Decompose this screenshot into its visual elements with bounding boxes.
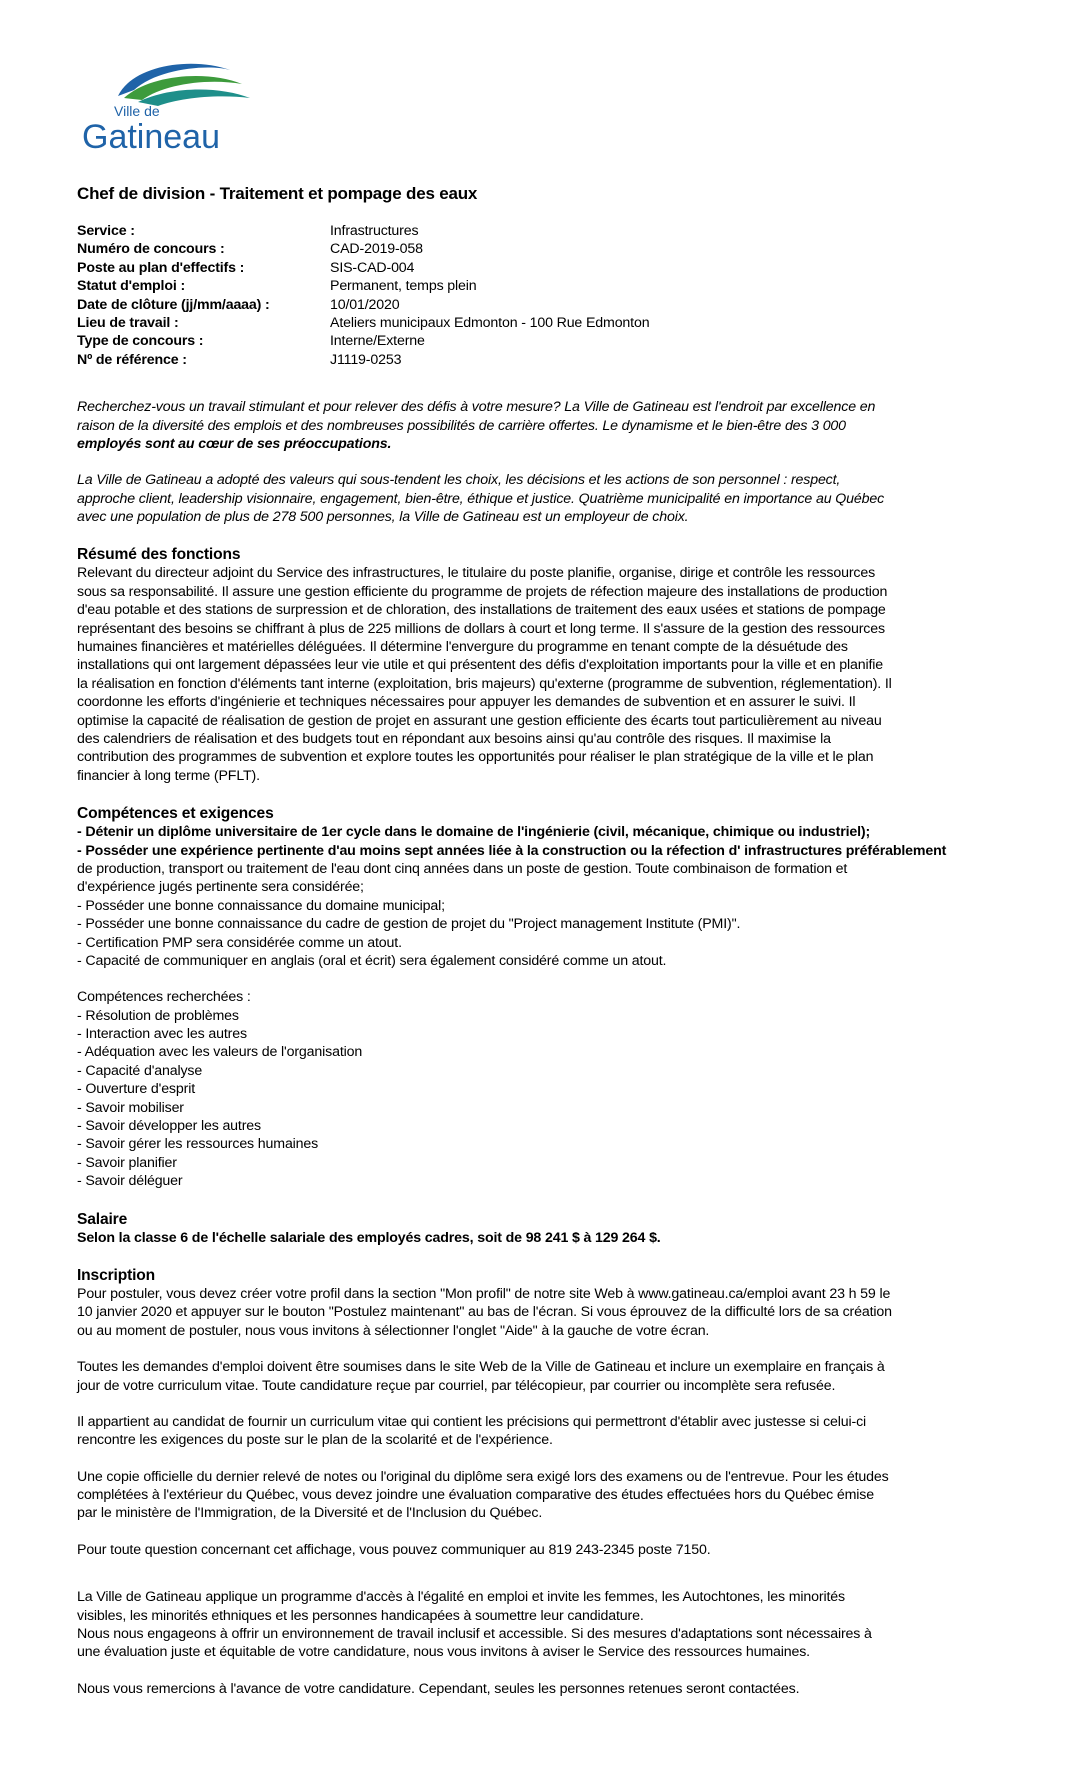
job-posting [77, 184, 1027, 1698]
text-line: de production, transport ou traitement de l'eau dont cinq années dans un poste de gestion. Toute combinaison de formation et [77, 860, 848, 877]
text-line: optimise la capacité de réalisation de gestion de projet en assurant une gestion efficiente des écarts tout particulièrement au niveau [77, 712, 882, 729]
field-label: Nº de référence : [77, 351, 187, 368]
field-label: Statut d'emploi : [77, 278, 186, 295]
text-line: avec une population de plus de 278 500 personnes, la Ville de Gatineau est un employeur de choix. [77, 509, 689, 526]
text-line: La Ville de Gatineau a adopté des valeurs qui sous-tendent les choix, les décisions et les actions de son personnel : respect, [77, 472, 841, 489]
text-line: raison de la diversité des emplois et des nombreuses possibilités de carrière offertes. Le dynamisme et le bien-être des 3 000 [77, 417, 846, 434]
inscription-paragraph-5 [77, 1541, 1027, 1559]
field-label: Date de clôture (jj/mm/aaaa) : [77, 296, 270, 313]
section-heading-competences: Compétences et exigences [77, 805, 274, 823]
text-line: La Ville de Gatineau applique un programme d'accès à l'égalité en emploi et invite les femmes, les Autochtones, les minorités [77, 1589, 845, 1606]
section-heading-inscription: Inscription [77, 1266, 156, 1284]
text-line: - Capacité de communiquer en anglais (oral et écrit) sera également considéré comme un atout. [77, 952, 667, 969]
text-line: la réalisation en fonction d'éléments tant interne (exploitation, bris majeurs) qu'externe (programme de subvention, réglementation). Il [77, 675, 892, 692]
text-line: employés sont au cœur de ses préoccupations. [77, 435, 392, 452]
text-line: représentant des besoins se chiffrant à plus de 225 millions de dollars à court et long terme. Il s'assure de la gestion des ressources [77, 620, 885, 637]
field-value: Ateliers municipaux Edmonton - 100 Rue Edmonton [330, 314, 650, 331]
logo-text-large: Gatineau [82, 118, 220, 156]
list-item: - Interaction avec les autres [77, 1026, 247, 1043]
intro-paragraph-1 [77, 398, 1027, 453]
text-line: Nous vous remercions à l'avance de votre candidature. Cependant, seules les personnes retenues seront contactées. [77, 1680, 800, 1697]
section-heading-resume: Résumé des fonctions [77, 546, 241, 564]
section-heading-salaire: Salaire [77, 1210, 128, 1228]
text-line: rencontre les exigences du poste sur le plan de la scolarité et de l'expérience. [77, 1432, 553, 1449]
competences-body [77, 823, 1027, 970]
field-row [77, 332, 1027, 350]
field-value: Interne/Externe [330, 333, 425, 350]
field-row [77, 259, 1027, 277]
text-line: jour de votre curriculum vitae. Toute candidature reçue par courriel, par télécopieur, par courrier ou incomplète sera refusée. [77, 1377, 836, 1394]
text-line: Nous nous engageons à offrir un environnement de travail inclusif et accessible. Si des mesures d'adaptations sont nécessaires à [77, 1626, 872, 1643]
list-item: - Savoir déléguer [77, 1173, 183, 1190]
text-line: sous sa responsabilité. Il assure une gestion efficiente du programme de projets de réfection majeure des installations de production [77, 583, 888, 600]
intro-paragraph-2 [77, 471, 1027, 526]
field-label: Type de concours : [77, 333, 204, 350]
text-line: - Posséder une expérience pertinente d'au moins sept années liée à la construction ou la réfection d' infrastructures préférablement [77, 842, 947, 859]
field-row [77, 277, 1027, 295]
logo-text-small: Ville de [114, 103, 160, 119]
text-line: coordonne les efforts d'ingénierie et techniques nécessaires pour appuyer les demandes de subvention et en assurer le suivi. Il [77, 694, 856, 711]
field-value: J1119-0253 [330, 351, 402, 368]
field-row [77, 296, 1027, 314]
ville-de-gatineau-logo [80, 58, 280, 170]
text-line: Recherchez-vous un travail stimulant et pour relever des défis à votre mesure? La Ville de Gatineau est l'endroit par excellence en [77, 399, 876, 416]
field-label: Lieu de travail : [77, 314, 179, 331]
text-line: 10 janvier 2020 et appuyer sur le bouton "Postulez maintenant" au bas de l'écran. Si vous éprouvez de la difficulté lors de sa création [77, 1304, 892, 1321]
salary-text: Selon la classe 6 de l'échelle salariale des employés cadres, soit de 98 241 $ à 129 264 $. [77, 1229, 661, 1246]
text-line: d'expérience jugés pertinente sera considérée; [77, 879, 364, 896]
list-item: - Adéquation avec les valeurs de l'organisation [77, 1044, 363, 1061]
field-row [77, 351, 1027, 369]
text-line: - Posséder une bonne connaissance du domaine municipal; [77, 897, 445, 914]
inscription-paragraph-4 [77, 1468, 1027, 1523]
text-line: - Détenir un diplôme universitaire de 1er cycle dans le domaine de l'ingénierie (civil, mécanique, chimique ou industriel); [77, 824, 871, 841]
field-value: Infrastructures [330, 223, 419, 239]
text-line: d'eau potable et des stations de surpression et de chloration, des installations de traitement des eaux usées et stations de pompage [77, 602, 886, 619]
text-line: - Certification PMP sera considérée comme un atout. [77, 934, 402, 951]
inscription-paragraph-1 [77, 1285, 1027, 1340]
competences-recherchees [77, 988, 1027, 1190]
salaire-body [77, 1229, 1027, 1247]
inscription-paragraph-2 [77, 1358, 1027, 1395]
text-line: ou au moment de postuler, nous vous invitons à sélectionner l'onglet "Aide" à la gauche de votre écran. [77, 1322, 710, 1339]
list-item: - Savoir planifier [77, 1154, 177, 1171]
text-line: Toutes les demandes d'emploi doivent être soumises dans le site Web de la Ville de Gatineau et inclure un exemplaire en français à [77, 1359, 885, 1376]
text-line: installations qui ont largement dépassées leur vie utile et qui présentent des défis d'exploitation importants pour la ville et en planifie [77, 657, 884, 674]
field-label: Poste au plan d'effectifs : [77, 259, 245, 276]
list-item: - Ouverture d'esprit [77, 1081, 195, 1098]
job-title: Chef de division - Traitement et pompage des eaux [77, 184, 478, 203]
list-item: - Savoir mobiliser [77, 1099, 184, 1116]
field-value: SIS-CAD-004 [330, 259, 415, 276]
list-item: - Savoir gérer les ressources humaines [77, 1136, 319, 1153]
text-line: Relevant du directeur adjoint du Service des infrastructures, le titulaire du poste planifie, organise, dirige et contrôle les ressources [77, 565, 876, 582]
job-fields [77, 222, 1027, 369]
text-line: - Posséder une bonne connaissance du cadre de gestion de projet du "Project management Institute (PMI)". [77, 916, 741, 933]
text-line: Pour postuler, vous devez créer votre profil dans la section "Mon profil" de notre site Web à www.gatineau.ca/emploi avant 23 h 59 le [77, 1285, 891, 1302]
field-row [77, 222, 1027, 240]
field-label: Numéro de concours : [77, 241, 225, 258]
text-line: par le ministère de l'Immigration, de la Diversité et de l'Inclusion du Québec. [77, 1505, 543, 1522]
field-row [77, 314, 1027, 332]
text-line: contribution des programmes de subvention et explore toutes les opportunités pour réaliser le plan stratégique de la ville et le plan [77, 749, 874, 766]
field-value: 10/01/2020 [330, 296, 400, 313]
field-value: CAD-2019-058 [330, 241, 423, 258]
text-line: Il appartient au candidat de fournir un curriculum vitae qui contient les précisions qui permettront d'établir avec justesse si celui-ci [77, 1413, 867, 1430]
inscription-paragraph-7 [77, 1680, 1027, 1698]
inscription-paragraph-3 [77, 1413, 1027, 1450]
text-line: des calendriers de réalisation et des budgets tout en répondant aux besoins ainsi qu'au contrôle des risques. Il maximise la [77, 730, 831, 747]
inscription-paragraph-6 [77, 1588, 1027, 1662]
list-item: - Capacité d'analyse [77, 1062, 203, 1079]
field-row [77, 240, 1027, 258]
text-line: Une copie officielle du dernier relevé de notes ou l'original du diplôme sera exigé lors des examens ou de l'entrevue. Pour les études [77, 1468, 889, 1485]
text-line: une évaluation juste et équitable de votre candidature, nous vous invitons à aviser le Service des ressources humaines. [77, 1644, 810, 1661]
list-item: - Savoir développer les autres [77, 1118, 261, 1135]
text-line: humaines financières et matérielles déléguées. Il détermine l'envergure du programme en tenant compte de la désuétude des [77, 639, 848, 656]
text-line: complétées à l'extérieur du Québec, vous devez joindre une évaluation comparative des études effectuées hors du Québec émise [77, 1487, 874, 1504]
resume-body [77, 564, 1027, 785]
field-value: Permanent, temps plein [330, 278, 477, 295]
list-item: - Résolution de problèmes [77, 1007, 239, 1024]
text-line: Pour toute question concernant cet affichage, vous pouvez communiquer au 819 243-2345 poste 7150. [77, 1541, 711, 1558]
field-label: Service : [77, 223, 135, 239]
list-heading: Compétences recherchées : [77, 989, 251, 1006]
text-line: approche client, leadership visionnaire, engagement, bien-être, éthique et justice. Quatrième municipalité en importance au Québec [77, 490, 885, 507]
competences-list [77, 1007, 1027, 1191]
text-line: financier à long terme (PFLT). [77, 767, 260, 784]
text-line: visibles, les minorités ethniques et les personnes handicapées à soumettre leur candidature. [77, 1607, 644, 1624]
